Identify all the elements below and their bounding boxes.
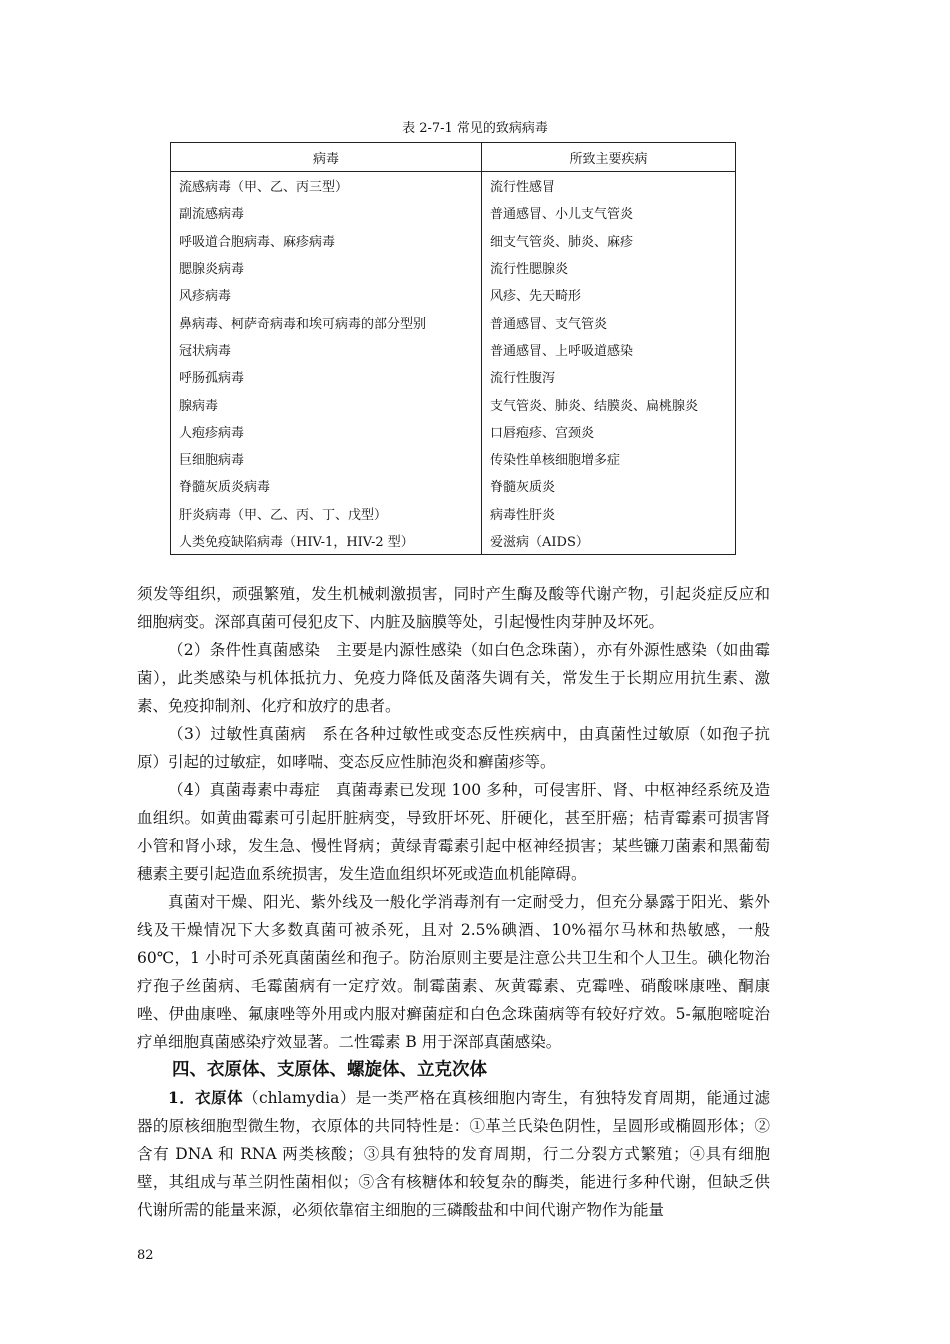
disease-cell: 风疹、先天畸形 [482,281,736,308]
paragraph-text: （chlamydia）是一类严格在真核细胞内寄生，有独特发育周期，能通过滤器的原核细胞型微生物，衣原体的共同特性是：①革兰氏染色阴性，呈圆形或椭圆形体；②含有 DNA 和 RNA 两类核酸；③具有独特的发育周期，行二分裂方式繁殖；④具有细胞壁，其组成与革兰阴性菌相似；⑤含有核糖体和较复杂的酶类，能进行多种代谢，但缺乏供代谢所需的能量来源，必须依靠宿主细胞的三磷酸盐和中间代谢产物作为能量 [137,1089,770,1219]
paragraph: （4）真菌毒素中毒症 真菌毒素已发现 100 多种，可侵害肝、肾、中枢神经系统及造血组织。如黄曲霉素可引起肝脏病变，导致肝坏死、肝硬化，甚至肝癌；桔青霉素可损害肾小管和肾小球，发生急、慢性肾病；黄绿青霉素引起中枢神经损害；某些镰刀菌素和黑葡萄穗素主要引起造血系统损害，发生造血组织坏死或造血机能障碍。 [137,781,770,883]
virus-name-cell: 肝炎病毒（甲、乙、丙、丁、戊型） [171,500,482,527]
table-row [171,445,736,472]
column-header-virus: 病毒 [171,143,482,172]
body-text [137,580,770,1224]
table-header-row [171,143,736,172]
virus-name-cell: 人类免疫缺陷病毒（HIV-1，HIV-2 型） [171,527,482,555]
disease-cell: 传染性单核细胞增多症 [482,445,736,472]
table-row [171,390,736,417]
table-caption: 表 2-7-1 常见的致病病毒 [402,121,548,136]
paragraph [137,1084,770,1224]
paragraph: 真菌对干燥、阳光、紫外线及一般化学消毒剂有一定耐受力，但充分暴露于阳光、紫外线及干燥情况下大多数真菌可被杀死，且对 2.5%碘酒、10%福尔马林和热敏感，一般 60℃，1 小时可杀死真菌菌丝和孢子。防治原则主要是注意公共卫生和个人卫生。碘化物治疗孢子丝菌病、毛霉菌病有一定疗效。制霉菌素、灰黄霉素、克霉唑、硝酸咪康唑、酮康唑、伊曲康唑、氟康唑等外用或内服对癣菌症和白色念珠菌病等有较好疗效。5-氟胞嘧啶治疗单细胞真菌感染疗效显著。二性霉素 B 用于深部真菌感染。 [137,893,770,1051]
virus-name-cell: 副流感病毒 [171,199,482,226]
virus-name-cell: 呼吸道合胞病毒、麻疹病毒 [171,227,482,254]
disease-cell: 病毒性肝炎 [482,500,736,527]
paragraph-lead: 1．衣原体 [168,1088,244,1107]
table-row [171,527,736,555]
table-row [171,172,736,200]
disease-cell: 支气管炎、肺炎、结膜炎、扁桃腺炎 [482,390,736,417]
table-row [171,363,736,390]
table-row [171,227,736,254]
disease-cell: 流行性感冒 [482,172,736,200]
paragraph: （2）条件性真菌感染 主要是内源性感染（如白色念珠菌），亦有外源性感染（如曲霉菌），此类感染与机体抵抗力、免疫力降低及菌落失调有关，常发生于长期应用抗生素、激素、免疫抑制剂、化疗和放疗的患者。 [137,641,770,715]
table-row [171,281,736,308]
table-row [171,308,736,335]
virus-name-cell: 流感病毒（甲、乙、丙三型） [171,172,482,200]
disease-cell: 流行性腮腺炎 [482,254,736,281]
table-row [171,254,736,281]
disease-cell: 普通感冒、小儿支气管炎 [482,199,736,226]
paragraph: 须发等组织，顽强繁殖，发生机械刺激损害，同时产生酶及酸等代谢产物，引起炎症反应和细胞病变。深部真菌可侵犯皮下、内脏及脑膜等处，引起慢性肉芽肿及坏死。 [137,585,770,631]
disease-cell: 口唇疱疹、宫颈炎 [482,418,736,445]
disease-cell: 爱滋病（AIDS） [482,527,736,555]
page-number: 82 [137,1248,154,1263]
virus-name-cell: 风疹病毒 [171,281,482,308]
virus-name-cell: 鼻病毒、柯萨奇病毒和埃可病毒的部分型别 [171,308,482,335]
virus-table [170,142,736,555]
disease-cell: 细支气管炎、肺炎、麻疹 [482,227,736,254]
virus-name-cell: 脊髓灰质炎病毒 [171,472,482,499]
table-row [171,472,736,499]
virus-name-cell: 人疱疹病毒 [171,418,482,445]
disease-cell: 流行性腹泻 [482,363,736,390]
virus-name-cell: 巨细胞病毒 [171,445,482,472]
disease-cell: 脊髓灰质炎 [482,472,736,499]
table-row [171,199,736,226]
virus-name-cell: 冠状病毒 [171,336,482,363]
section-heading: 四、衣原体、支原体、螺旋体、立克次体 [172,1060,487,1080]
column-header-disease: 所致主要疾病 [482,143,736,172]
disease-cell: 普通感冒、支气管炎 [482,308,736,335]
paragraph: （3）过敏性真菌病 系在各种过敏性或变态反性疾病中，由真菌性过敏原（如孢子抗原）引起的过敏症，如哮喘、变态反应性肺泡炎和癣菌疹等。 [137,725,770,771]
virus-name-cell: 腺病毒 [171,390,482,417]
table-row [171,336,736,363]
virus-name-cell: 腮腺炎病毒 [171,254,482,281]
table-row [171,418,736,445]
table-row [171,500,736,527]
disease-cell: 普通感冒、上呼吸道感染 [482,336,736,363]
virus-name-cell: 呼肠孤病毒 [171,363,482,390]
